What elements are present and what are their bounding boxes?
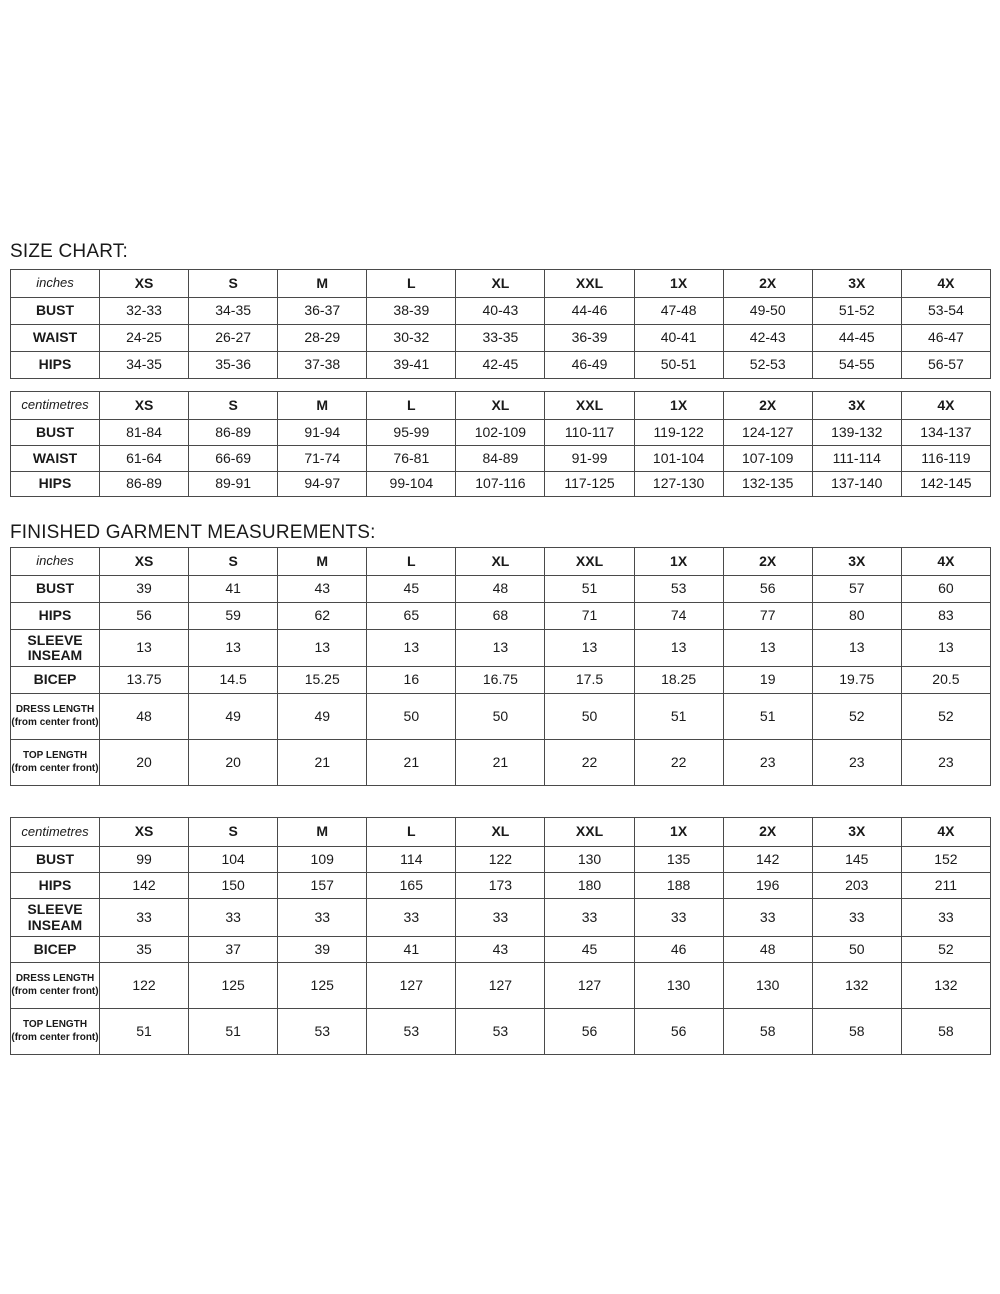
- row-label: BUST: [11, 298, 100, 325]
- size-header-4x: 4X: [901, 548, 990, 576]
- size-header-1x: 1X: [634, 270, 723, 298]
- cell-xs: 20: [100, 740, 189, 786]
- cell-l: 95-99: [367, 420, 456, 446]
- size-header-xxl: XXL: [545, 548, 634, 576]
- cell-1x: 135: [634, 847, 723, 873]
- cell-4x: 53-54: [901, 298, 990, 325]
- cell-4x: 23: [901, 740, 990, 786]
- cell-m: 43: [278, 576, 367, 603]
- cell-3x: 80: [812, 603, 901, 630]
- cell-1x: 47-48: [634, 298, 723, 325]
- cell-1x: 13: [634, 630, 723, 667]
- cell-xxl: 51: [545, 576, 634, 603]
- size-header-1x: 1X: [634, 818, 723, 847]
- finished-garment-centimetres-table: [10, 817, 991, 1055]
- cell-xxl: 110-117: [545, 420, 634, 446]
- cell-xs: 13.75: [100, 667, 189, 694]
- size-header-m: M: [278, 392, 367, 420]
- cell-m: 33: [278, 899, 367, 937]
- row-label: DRESS LENGTH (from center front): [11, 694, 100, 740]
- cell-2x: 132-135: [723, 472, 812, 497]
- cell-3x: 57: [812, 576, 901, 603]
- cell-s: 86-89: [189, 420, 278, 446]
- cell-m: 15.25: [278, 667, 367, 694]
- cell-xs: 61-64: [100, 446, 189, 472]
- cell-1x: 46: [634, 937, 723, 963]
- cell-xl: 173: [456, 873, 545, 899]
- cell-xl: 21: [456, 740, 545, 786]
- cell-s: 41: [189, 576, 278, 603]
- size-header-xl: XL: [456, 818, 545, 847]
- cell-xs: 32-33: [100, 298, 189, 325]
- row-bust: [11, 298, 991, 325]
- cell-xs: 33: [100, 899, 189, 937]
- cell-xl: 102-109: [456, 420, 545, 446]
- cell-l: 65: [367, 603, 456, 630]
- cell-m: 21: [278, 740, 367, 786]
- cell-4x: 142-145: [901, 472, 990, 497]
- cell-l: 38-39: [367, 298, 456, 325]
- cell-2x: 51: [723, 694, 812, 740]
- cell-1x: 119-122: [634, 420, 723, 446]
- size-header-3x: 3X: [812, 392, 901, 420]
- size-header-xl: XL: [456, 548, 545, 576]
- cell-m: 49: [278, 694, 367, 740]
- size-header-l: L: [367, 548, 456, 576]
- cell-xl: 40-43: [456, 298, 545, 325]
- cell-xl: 50: [456, 694, 545, 740]
- cell-xl: 122: [456, 847, 545, 873]
- unit-label: inches: [11, 270, 100, 298]
- row-label: HIPS: [11, 873, 100, 899]
- cell-xs: 81-84: [100, 420, 189, 446]
- cell-1x: 53: [634, 576, 723, 603]
- cell-xxl: 33: [545, 899, 634, 937]
- cell-s: 14.5: [189, 667, 278, 694]
- size-header-1x: 1X: [634, 392, 723, 420]
- row-bust: [11, 420, 991, 446]
- cell-3x: 52: [812, 694, 901, 740]
- cell-4x: 46-47: [901, 325, 990, 352]
- unit-label: centimetres: [11, 392, 100, 420]
- cell-1x: 56: [634, 1009, 723, 1055]
- cell-l: 16: [367, 667, 456, 694]
- cell-3x: 54-55: [812, 352, 901, 379]
- size-header-xxl: XXL: [545, 392, 634, 420]
- cell-2x: 130: [723, 963, 812, 1009]
- cell-4x: 52: [901, 937, 990, 963]
- cell-m: 28-29: [278, 325, 367, 352]
- size-header-2x: 2X: [723, 270, 812, 298]
- cell-2x: 124-127: [723, 420, 812, 446]
- cell-s: 59: [189, 603, 278, 630]
- cell-m: 125: [278, 963, 367, 1009]
- cell-s: 37: [189, 937, 278, 963]
- size-header-m: M: [278, 818, 367, 847]
- row-bust: [11, 847, 991, 873]
- size-header-xs: XS: [100, 392, 189, 420]
- cell-l: 30-32: [367, 325, 456, 352]
- cell-2x: 33: [723, 899, 812, 937]
- size-header-xs: XS: [100, 270, 189, 298]
- row-dress-length: [11, 694, 991, 740]
- cell-xs: 99: [100, 847, 189, 873]
- cell-2x: 52-53: [723, 352, 812, 379]
- cell-xs: 48: [100, 694, 189, 740]
- row-top-length: [11, 740, 991, 786]
- row-label: HIPS: [11, 603, 100, 630]
- cell-xs: 86-89: [100, 472, 189, 497]
- cell-l: 165: [367, 873, 456, 899]
- cell-xxl: 36-39: [545, 325, 634, 352]
- cell-1x: 51: [634, 694, 723, 740]
- cell-3x: 137-140: [812, 472, 901, 497]
- cell-l: 76-81: [367, 446, 456, 472]
- cell-2x: 77: [723, 603, 812, 630]
- cell-m: 62: [278, 603, 367, 630]
- cell-1x: 33: [634, 899, 723, 937]
- cell-4x: 20.5: [901, 667, 990, 694]
- row-label: HIPS: [11, 352, 100, 379]
- cell-xxl: 44-46: [545, 298, 634, 325]
- row-top-length: [11, 1009, 991, 1055]
- row-waist: [11, 446, 991, 472]
- cell-xl: 33-35: [456, 325, 545, 352]
- row-bicep: [11, 937, 991, 963]
- cell-1x: 40-41: [634, 325, 723, 352]
- cell-2x: 19: [723, 667, 812, 694]
- size-header-l: L: [367, 818, 456, 847]
- cell-xxl: 17.5: [545, 667, 634, 694]
- header-row: [11, 392, 991, 420]
- row-bust: [11, 576, 991, 603]
- cell-3x: 19.75: [812, 667, 901, 694]
- unit-label: inches: [11, 548, 100, 576]
- row-label: HIPS: [11, 472, 100, 497]
- cell-xs: 13: [100, 630, 189, 667]
- row-label: BICEP: [11, 667, 100, 694]
- header-row: [11, 818, 991, 847]
- cell-xl: 68: [456, 603, 545, 630]
- cell-m: 39: [278, 937, 367, 963]
- cell-4x: 211: [901, 873, 990, 899]
- size-header-m: M: [278, 548, 367, 576]
- cell-xxl: 127: [545, 963, 634, 1009]
- row-hips: [11, 472, 991, 497]
- size-header-xs: XS: [100, 548, 189, 576]
- size-header-xxl: XXL: [545, 818, 634, 847]
- row-hips: [11, 352, 991, 379]
- row-bicep: [11, 667, 991, 694]
- cell-s: 49: [189, 694, 278, 740]
- cell-4x: 52: [901, 694, 990, 740]
- cell-l: 53: [367, 1009, 456, 1055]
- cell-xl: 127: [456, 963, 545, 1009]
- cell-4x: 116-119: [901, 446, 990, 472]
- row-sleeve-inseam: [11, 630, 991, 667]
- cell-s: 51: [189, 1009, 278, 1055]
- cell-s: 104: [189, 847, 278, 873]
- size-header-4x: 4X: [901, 270, 990, 298]
- cell-1x: 101-104: [634, 446, 723, 472]
- cell-xs: 35: [100, 937, 189, 963]
- size-header-xs: XS: [100, 818, 189, 847]
- cell-m: 53: [278, 1009, 367, 1055]
- cell-4x: 83: [901, 603, 990, 630]
- cell-m: 109: [278, 847, 367, 873]
- cell-xxl: 130: [545, 847, 634, 873]
- cell-3x: 58: [812, 1009, 901, 1055]
- size-chart-centimetres-table: [10, 391, 991, 497]
- cell-xxl: 71: [545, 603, 634, 630]
- cell-xl: 84-89: [456, 446, 545, 472]
- cell-xl: 42-45: [456, 352, 545, 379]
- cell-xs: 51: [100, 1009, 189, 1055]
- cell-l: 99-104: [367, 472, 456, 497]
- cell-l: 127: [367, 963, 456, 1009]
- cell-xs: 56: [100, 603, 189, 630]
- cell-2x: 196: [723, 873, 812, 899]
- cell-4x: 13: [901, 630, 990, 667]
- cell-3x: 23: [812, 740, 901, 786]
- size-chart-inches-table: [10, 269, 991, 379]
- cell-xs: 24-25: [100, 325, 189, 352]
- size-header-s: S: [189, 548, 278, 576]
- cell-1x: 188: [634, 873, 723, 899]
- row-label: SLEEVE INSEAM: [11, 899, 100, 937]
- size-header-2x: 2X: [723, 818, 812, 847]
- cell-s: 66-69: [189, 446, 278, 472]
- size-header-3x: 3X: [812, 818, 901, 847]
- size-header-3x: 3X: [812, 270, 901, 298]
- cell-4x: 152: [901, 847, 990, 873]
- cell-3x: 139-132: [812, 420, 901, 446]
- cell-4x: 60: [901, 576, 990, 603]
- row-label: SLEEVE INSEAM: [11, 630, 100, 667]
- cell-2x: 142: [723, 847, 812, 873]
- cell-xl: 13: [456, 630, 545, 667]
- cell-m: 37-38: [278, 352, 367, 379]
- cell-m: 36-37: [278, 298, 367, 325]
- size-header-2x: 2X: [723, 548, 812, 576]
- cell-xl: 43: [456, 937, 545, 963]
- row-label: DRESS LENGTH (from center front): [11, 963, 100, 1009]
- cell-2x: 13: [723, 630, 812, 667]
- size-header-2x: 2X: [723, 392, 812, 420]
- row-hips: [11, 603, 991, 630]
- cell-s: 89-91: [189, 472, 278, 497]
- size-header-1x: 1X: [634, 548, 723, 576]
- cell-3x: 132: [812, 963, 901, 1009]
- cell-l: 50: [367, 694, 456, 740]
- cell-xxl: 91-99: [545, 446, 634, 472]
- row-waist: [11, 325, 991, 352]
- cell-xl: 107-116: [456, 472, 545, 497]
- cell-l: 114: [367, 847, 456, 873]
- cell-2x: 49-50: [723, 298, 812, 325]
- cell-s: 20: [189, 740, 278, 786]
- cell-xs: 122: [100, 963, 189, 1009]
- cell-l: 45: [367, 576, 456, 603]
- size-chart-title: SIZE CHART:: [10, 241, 128, 262]
- cell-1x: 18.25: [634, 667, 723, 694]
- header-row: [11, 270, 991, 298]
- cell-2x: 23: [723, 740, 812, 786]
- cell-3x: 13: [812, 630, 901, 667]
- cell-m: 13: [278, 630, 367, 667]
- cell-xxl: 117-125: [545, 472, 634, 497]
- cell-1x: 127-130: [634, 472, 723, 497]
- cell-4x: 134-137: [901, 420, 990, 446]
- cell-xl: 33: [456, 899, 545, 937]
- row-label: BUST: [11, 576, 100, 603]
- cell-xxl: 50: [545, 694, 634, 740]
- size-header-s: S: [189, 270, 278, 298]
- row-hips: [11, 873, 991, 899]
- cell-3x: 203: [812, 873, 901, 899]
- cell-m: 157: [278, 873, 367, 899]
- cell-1x: 22: [634, 740, 723, 786]
- cell-3x: 44-45: [812, 325, 901, 352]
- size-header-s: S: [189, 818, 278, 847]
- size-header-3x: 3X: [812, 548, 901, 576]
- cell-2x: 58: [723, 1009, 812, 1055]
- finished-garment-title: FINISHED GARMENT MEASUREMENTS:: [10, 522, 376, 543]
- cell-3x: 33: [812, 899, 901, 937]
- size-header-4x: 4X: [901, 392, 990, 420]
- cell-xs: 34-35: [100, 352, 189, 379]
- cell-xxl: 45: [545, 937, 634, 963]
- cell-1x: 74: [634, 603, 723, 630]
- cell-2x: 42-43: [723, 325, 812, 352]
- cell-4x: 132: [901, 963, 990, 1009]
- cell-2x: 56: [723, 576, 812, 603]
- cell-xl: 16.75: [456, 667, 545, 694]
- cell-s: 35-36: [189, 352, 278, 379]
- cell-3x: 145: [812, 847, 901, 873]
- cell-m: 94-97: [278, 472, 367, 497]
- cell-xl: 48: [456, 576, 545, 603]
- size-header-l: L: [367, 392, 456, 420]
- cell-1x: 130: [634, 963, 723, 1009]
- header-row: [11, 548, 991, 576]
- row-label: TOP LENGTH (from center front): [11, 1009, 100, 1055]
- row-label: BICEP: [11, 937, 100, 963]
- row-label: BUST: [11, 420, 100, 446]
- size-header-m: M: [278, 270, 367, 298]
- cell-2x: 107-109: [723, 446, 812, 472]
- cell-s: 13: [189, 630, 278, 667]
- size-header-s: S: [189, 392, 278, 420]
- cell-3x: 50: [812, 937, 901, 963]
- size-header-l: L: [367, 270, 456, 298]
- cell-3x: 111-114: [812, 446, 901, 472]
- cell-xxl: 56: [545, 1009, 634, 1055]
- cell-1x: 50-51: [634, 352, 723, 379]
- cell-m: 91-94: [278, 420, 367, 446]
- cell-l: 41: [367, 937, 456, 963]
- cell-l: 21: [367, 740, 456, 786]
- cell-s: 34-35: [189, 298, 278, 325]
- cell-xxl: 46-49: [545, 352, 634, 379]
- size-header-xl: XL: [456, 392, 545, 420]
- cell-xl: 53: [456, 1009, 545, 1055]
- cell-xs: 39: [100, 576, 189, 603]
- row-label: TOP LENGTH (from center front): [11, 740, 100, 786]
- cell-s: 150: [189, 873, 278, 899]
- cell-4x: 56-57: [901, 352, 990, 379]
- cell-s: 125: [189, 963, 278, 1009]
- unit-label: centimetres: [11, 818, 100, 847]
- cell-4x: 58: [901, 1009, 990, 1055]
- row-label: WAIST: [11, 446, 100, 472]
- row-sleeve-inseam: [11, 899, 991, 937]
- cell-m: 71-74: [278, 446, 367, 472]
- cell-xs: 142: [100, 873, 189, 899]
- cell-s: 33: [189, 899, 278, 937]
- cell-l: 13: [367, 630, 456, 667]
- cell-3x: 51-52: [812, 298, 901, 325]
- cell-2x: 48: [723, 937, 812, 963]
- cell-xxl: 22: [545, 740, 634, 786]
- cell-l: 39-41: [367, 352, 456, 379]
- row-label: WAIST: [11, 325, 100, 352]
- cell-xxl: 13: [545, 630, 634, 667]
- size-header-xl: XL: [456, 270, 545, 298]
- size-header-xxl: XXL: [545, 270, 634, 298]
- cell-4x: 33: [901, 899, 990, 937]
- row-label: BUST: [11, 847, 100, 873]
- finished-garment-inches-table: [10, 547, 991, 786]
- cell-s: 26-27: [189, 325, 278, 352]
- cell-xxl: 180: [545, 873, 634, 899]
- cell-l: 33: [367, 899, 456, 937]
- size-header-4x: 4X: [901, 818, 990, 847]
- row-dress-length: [11, 963, 991, 1009]
